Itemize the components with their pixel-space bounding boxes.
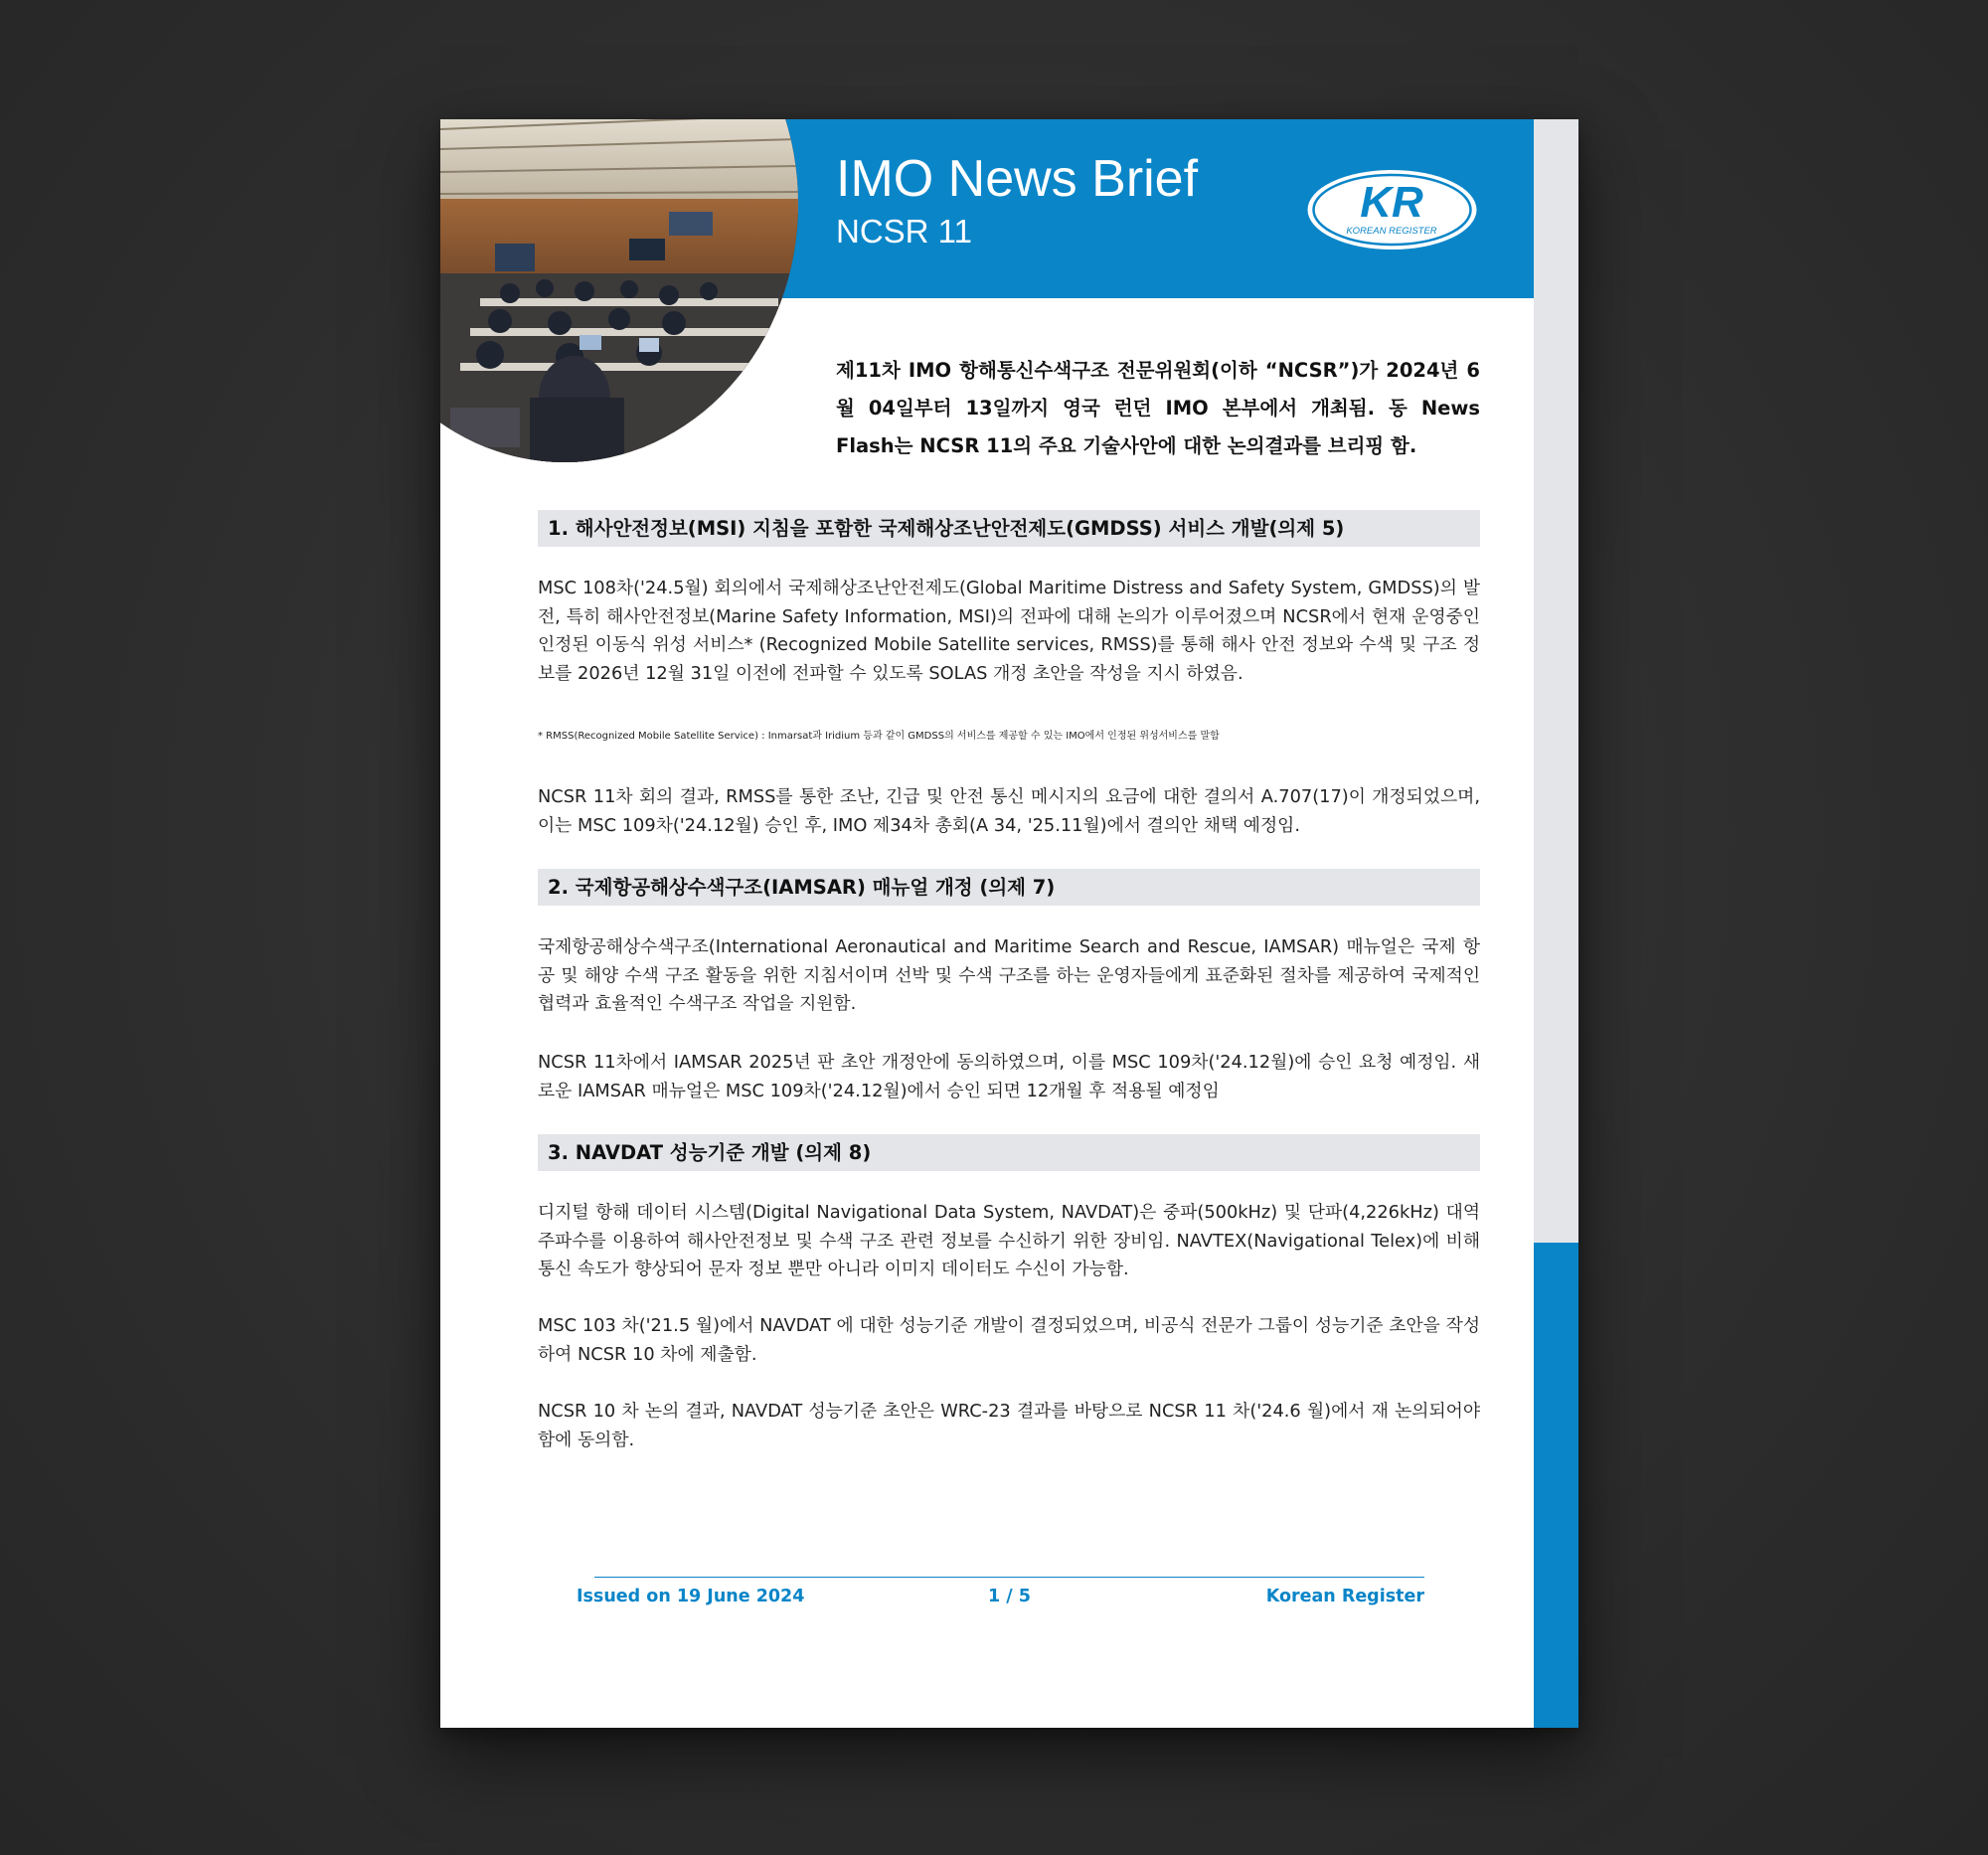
meeting-photo xyxy=(440,119,798,462)
footer-issued-date: Issued on 19 June 2024 xyxy=(577,1587,805,1606)
side-strip-blue xyxy=(1534,1243,1578,1728)
footer-divider xyxy=(594,1577,1424,1578)
section-2-paragraph: NCSR 11차에서 IAMSAR 2025년 판 초안 개정안에 동의하였으며, 이를 MSC 109차('24.12월)에 승인 요청 예정임. 새로운 IAMSAR 매뉴얼은 MSC 109차('24.12월)에서 승인 되면 12개월 후 적용될 예정임 xyxy=(538,1052,1480,1101)
section-3-paragraph: 디지털 항해 데이터 시스템(Digital Navigational Data System, NAVDAT)은 중파(500kHz) 및 단파(4,226kHz) 대역 주파수를 이용하여 해사안전정보 및 수색 구조 관련 정보를 수신하기 위한 장비임. NAVTEX(Navigational Telex)에 비해 통신 속도가 향상되어 문자 정보 뿐만 아니라 이미지 데이터도 수신이 가능함. xyxy=(538,1202,1480,1279)
korean-register-logo xyxy=(1305,167,1479,253)
logo-text: KR xyxy=(1360,178,1423,227)
intro-summary: 제11차 IMO 항해통신수색구조 전문위원회(이하 “NCSR”)가 2024년 6월 04일부터 13일까지 영국 런던 IMO 본부에서 개최됨. 동 News Flash는 NCSR 11의 주요 기술사안에 대한 논의결과를 브리핑 함. xyxy=(836,359,1480,457)
page-title: IMO News Brief xyxy=(836,150,1199,208)
section-3-paragraph: MSC 103 차('21.5 월)에서 NAVDAT 에 대한 성능기준 개발이 결정되었으며, 비공식 전문가 그룹이 성능기준 초안을 작성하여 NCSR 10 차에 제출함. xyxy=(538,1315,1480,1365)
footer-organization: Korean Register xyxy=(1265,1587,1424,1606)
section-2-paragraph: 국제항공해상수색구조(International Aeronautical and Maritime Search and Rescue, IAMSAR) 매뉴얼은 국제 항공 및 해양 수색 구조 활동을 위한 지침서이며 선박 및 수색 구조를 하는 운영자들에게 표준화된 절차를 제공하여 국제적인 협력과 효율적인 수색구조 작업을 지원함. xyxy=(538,936,1480,1014)
footer-page-number: 1 / 5 xyxy=(988,1587,1031,1606)
section-2-heading: 2. 국제항공해상수색구조(IAMSAR) 매뉴얼 개정 (의제 7) xyxy=(538,869,1480,906)
section-1-paragraph: MSC 108차('24.5월) 회의에서 국제해상조난안전제도(Global Maritime Distress and Safety System, GMDSS)의 발전, 특히 해사안전정보(Marine Safety Information, MSI)의 전파에 대해 논의가 이루어졌으며 NCSR에서 현재 운영중인 인정된 이동식 위성 서비스* (Recognized Mobile Satellite services, RMSS)를 통해 해사 안전 정보와 수색 및 구조 정보를 2026년 12월 31일 이전에 전파할 수 있도록 SOLAS 개정 초안을 작성을 지시 하였음. xyxy=(538,578,1480,684)
section-1-paragraph: NCSR 11차 회의 결과, RMSS를 통한 조난, 긴급 및 안전 통신 메시지의 요금에 대한 결의서 A.707(17)이 개정되었으며, 이는 MSC 109차('24.12월) 승인 후, IMO 제34차 총회(A 34, '25.11월)에서 결의안 채택 예정임. xyxy=(538,786,1480,836)
section-3-heading: 3. NAVDAT 성능기준 개발 (의제 8) xyxy=(538,1134,1480,1171)
document-page xyxy=(440,119,1578,1728)
page-subtitle: NCSR 11 xyxy=(836,213,972,250)
rmss-footnote: * RMSS(Recognized Mobile Satellite Service) : Inmarsat과 Iridium 등과 같이 GMDSS의 서비스를 제공할 수 있는 IMO에서 인정된 위성서비스를 말함 xyxy=(538,731,1220,742)
section-3-paragraph: NCSR 10 차 논의 결과, NAVDAT 성능기준 초안은 WRC-23 결과를 바탕으로 NCSR 11 차('24.6 월)에서 재 논의되어야 함에 동의함. xyxy=(538,1401,1480,1450)
side-strip-gray xyxy=(1534,119,1578,1243)
section-1-heading: 1. 해사안전정보(MSI) 지침을 포함한 국제해상조난안전제도(GMDSS) 서비스 개발(의제 5) xyxy=(538,510,1480,547)
logo-subtext: KOREAN REGISTER xyxy=(1346,226,1437,237)
